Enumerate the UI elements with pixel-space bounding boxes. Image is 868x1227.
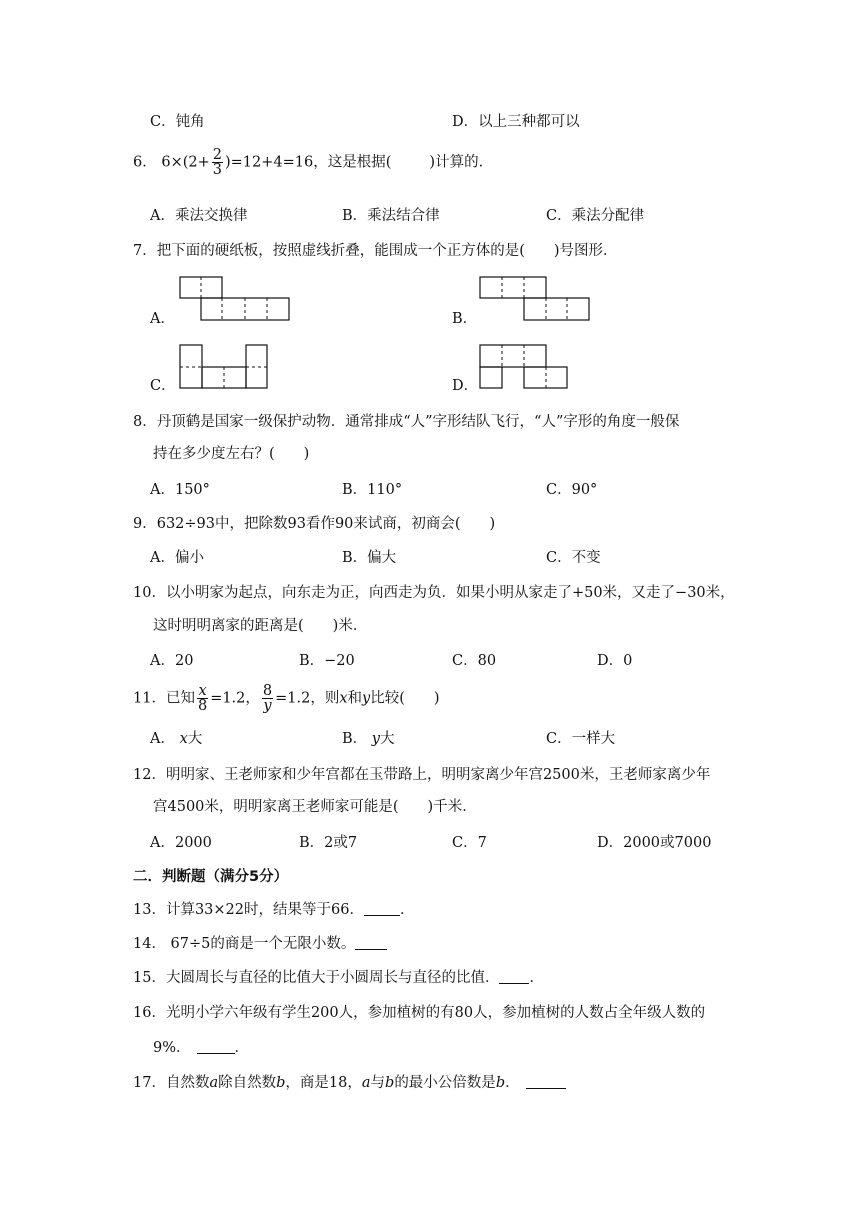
cube-net-a	[178, 275, 293, 325]
answer-blank[interactable]	[197, 1053, 235, 1054]
question-12-line1: 12．明明家、王老师家和少年宫都在玉带路上，明明家离少年宫2500米，王老师家离少年	[133, 767, 711, 783]
answer-blank[interactable]	[526, 1088, 566, 1089]
var-a: a	[361, 1075, 371, 1091]
question-13	[133, 900, 414, 920]
period: ．	[505, 1075, 520, 1091]
q11-option-c: C．一样大	[546, 731, 616, 747]
denominator: 8	[197, 698, 208, 714]
q12-option-c: C．7	[452, 835, 487, 851]
fraction-x-over-8	[197, 684, 208, 713]
q8-option-a: A．150°	[150, 482, 210, 498]
paren: (	[385, 154, 392, 171]
q9-option-b: B．偏大	[342, 550, 397, 566]
question-text: ，这是根据	[313, 154, 386, 171]
expression-part: 6×(2+	[161, 154, 210, 171]
numerator: 2	[212, 147, 222, 163]
question-16-line1: 16．光明小学六年级有学生200人，参加植树的有80人，参加植树的人数占全年级人数的	[133, 1005, 706, 1021]
option-label: A．	[150, 731, 175, 747]
var-b: b	[495, 1075, 506, 1091]
cube-net-b	[478, 275, 593, 325]
question-17	[133, 1073, 566, 1093]
q9-option-a: A．偏小	[150, 550, 204, 566]
numerator: 8	[262, 683, 273, 699]
q10-option-a: A．20	[150, 653, 194, 669]
question-text: 14． 67÷5的商是一个无限小数。	[133, 936, 356, 952]
var-y: y	[362, 690, 371, 707]
question-text: )计算的．	[429, 154, 494, 171]
q12-option-d: D．2000或7000	[597, 835, 712, 851]
period: ．	[399, 902, 415, 918]
question-number: 6．	[133, 154, 157, 171]
question-text: 与	[370, 1075, 386, 1091]
question-text: 和	[347, 690, 363, 707]
q11-option-a	[150, 729, 202, 749]
fraction-8-over-y	[262, 684, 273, 713]
question-text: 除自然数	[218, 1075, 277, 1091]
question-10-line2: 这时明明离家的距离是( )米．	[153, 618, 368, 634]
q6-option-a: A．乘法交换律	[150, 208, 248, 224]
option-text: 大	[379, 731, 395, 747]
q10-option-d: D．0	[597, 653, 633, 669]
numerator: x	[198, 683, 207, 699]
question-text: 的最小公倍数是	[394, 1075, 496, 1091]
question-15	[133, 968, 544, 988]
cube-net-d	[478, 343, 573, 393]
q7-label-c: C．	[150, 378, 176, 394]
question-10-line1: 10．以小明家为起点，向东走为正，向西走为负．如果小明从家走了+50米，又走了−30米，	[133, 585, 735, 601]
question-text: 比较( )	[370, 690, 440, 707]
denominator: 3	[212, 162, 222, 178]
answer-blank[interactable]	[355, 949, 387, 950]
q7-label-d: D．	[452, 378, 479, 394]
question-12-line2: 宫4500米，明明家离王老师家可能是( )千米．	[153, 799, 477, 815]
q8-option-c: C．90°	[546, 482, 598, 498]
question-text: 11．已知	[133, 690, 195, 707]
section-title: 二．判断题（满分5分）	[133, 869, 289, 885]
question-text: ，商是18，	[285, 1075, 362, 1091]
option-text: 大	[187, 731, 203, 747]
q7-label-b: B．	[452, 311, 478, 327]
denominator: y	[263, 698, 272, 714]
equation-part: =1.2，则	[275, 690, 340, 707]
q12-option-b: B．2或7	[299, 835, 358, 851]
fraction	[212, 148, 223, 177]
question-text: 13．计算33×22时，结果等于66．	[133, 902, 364, 918]
q10-option-c: C．80	[452, 653, 497, 669]
q11-option-b	[342, 729, 394, 749]
question-14	[133, 934, 387, 954]
question-16-line2	[153, 1038, 249, 1058]
question-8-line2: 持在多少度左右？( )	[153, 446, 310, 462]
q6-option-b: B．乘法结合律	[342, 208, 440, 224]
question-7: 7．把下面的硬纸板，按照虚线折叠，能围成一个正方体的是( )号图形．	[133, 243, 618, 259]
var-x: x	[339, 690, 348, 707]
cube-net-c	[178, 343, 273, 393]
period: ．	[234, 1040, 250, 1056]
question-text: 15．大圆周长与直径的比值大于小圆周长与直径的比值．	[133, 970, 500, 986]
var-x: x	[179, 731, 188, 747]
answer-blank[interactable]	[364, 915, 400, 916]
var-a: a	[209, 1075, 219, 1091]
expression-part: )=12+4=16	[225, 154, 314, 171]
equation-part: =1.2，	[210, 690, 260, 707]
q5-option-c: C．钝角	[150, 114, 205, 130]
question-text: 17．自然数	[133, 1075, 210, 1091]
q7-label-a: A．	[150, 311, 175, 327]
question-8-line1: 8．丹顶鹤是国家一级保护动物．通常排成“人”字形结队飞行，“人”字形的角度一般保	[133, 414, 680, 430]
var-y: y	[371, 731, 380, 747]
q12-option-a: A．2000	[150, 835, 212, 851]
answer-blank[interactable]	[499, 983, 529, 984]
q6-option-c: C．乘法分配律	[546, 208, 645, 224]
q10-option-b: B．−20	[299, 653, 355, 669]
question-11	[133, 684, 440, 713]
var-b: b	[276, 1075, 286, 1091]
period: ．	[529, 970, 544, 986]
option-label: B．	[342, 731, 368, 747]
q9-option-c: C．不变	[546, 550, 601, 566]
var-b: b	[385, 1075, 395, 1091]
question-text: 9%．	[153, 1040, 191, 1056]
question-6	[133, 148, 493, 177]
question-9: 9．632÷93中，把除数93看作90来试商，初商会( )	[133, 516, 496, 532]
q8-option-b: B．110°	[342, 482, 403, 498]
q5-option-d: D．以上三种都可以	[452, 114, 580, 130]
